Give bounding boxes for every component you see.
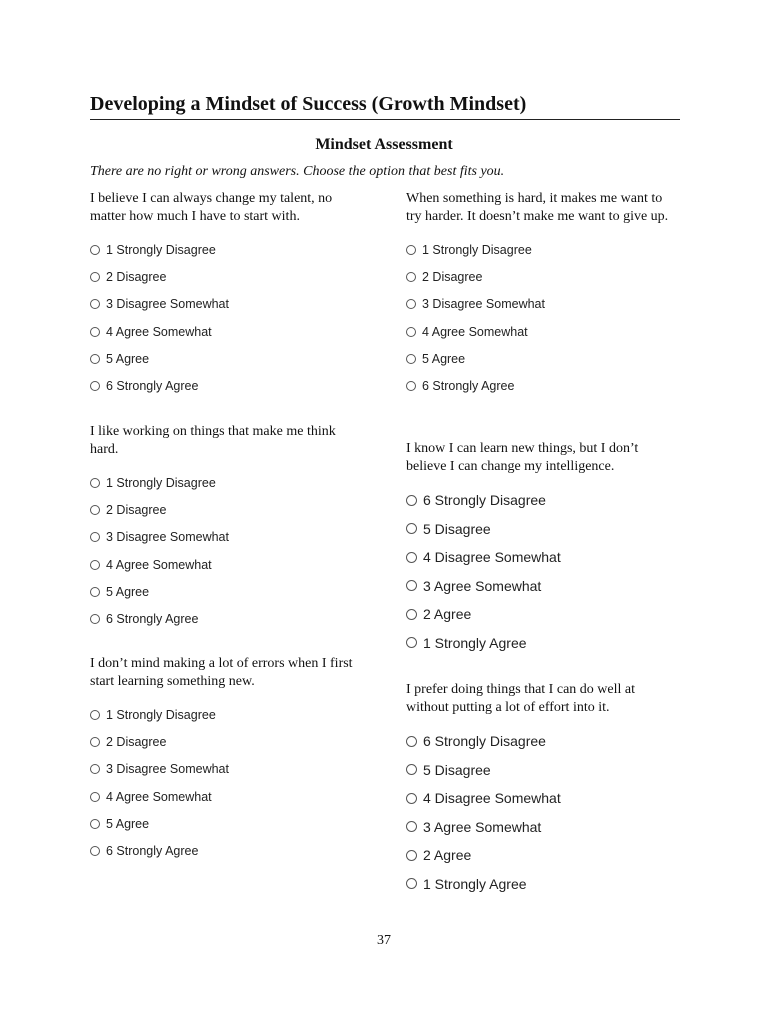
question-text: I like working on things that make me think hard.: [90, 424, 336, 457]
radio-circle-icon[interactable]: [90, 532, 100, 542]
option-label: 6 Strongly Agree: [106, 379, 199, 394]
radio-circle-icon[interactable]: [406, 793, 417, 804]
radio-circle-icon[interactable]: [90, 792, 100, 802]
radio-option[interactable]: [406, 784, 681, 813]
option-label: 2 Disagree: [106, 269, 167, 284]
radio-option[interactable]: [90, 783, 365, 810]
radio-option[interactable]: [90, 728, 365, 755]
radio-circle-icon[interactable]: [90, 846, 100, 856]
radio-circle-icon[interactable]: [90, 272, 100, 282]
radio-circle-icon[interactable]: [406, 736, 417, 747]
radio-circle-icon[interactable]: [90, 560, 100, 570]
radio-option[interactable]: [406, 870, 681, 899]
option-label: 5 Agree: [422, 351, 466, 366]
radio-circle-icon[interactable]: [406, 609, 417, 620]
radio-circle-icon[interactable]: [406, 878, 417, 889]
radio-circle-icon[interactable]: [406, 552, 417, 563]
radio-option[interactable]: [90, 837, 365, 864]
question-2: [406, 190, 681, 400]
option-label: 3 Disagree Somewhat: [106, 762, 229, 777]
question-text: I know I can learn new things, but I don’t believe I can change my intelligence.: [406, 441, 639, 474]
radio-option[interactable]: [406, 841, 681, 870]
radio-option[interactable]: [90, 291, 365, 318]
radio-circle-icon[interactable]: [90, 354, 100, 364]
radio-circle-icon[interactable]: [406, 354, 416, 364]
radio-option[interactable]: [90, 318, 365, 345]
option-label: 3 Disagree Somewhat: [106, 530, 229, 545]
radio-option[interactable]: [406, 236, 681, 263]
radio-option[interactable]: [90, 810, 365, 837]
option-label: 6 Strongly Agree: [106, 612, 199, 627]
radio-option[interactable]: [90, 701, 365, 728]
radio-circle-icon[interactable]: [90, 381, 100, 391]
question-1: [90, 190, 365, 400]
radio-option[interactable]: [90, 551, 365, 578]
option-label: 1 Strongly Agree: [423, 634, 527, 651]
option-label: 2 Disagree: [422, 269, 483, 284]
radio-option[interactable]: [406, 572, 681, 601]
radio-option[interactable]: [406, 727, 681, 756]
question-text: When something is hard, it makes me want to try harder. It doesn’t make me want to give up.: [406, 191, 669, 224]
option-label: 3 Disagree Somewhat: [422, 297, 545, 312]
radio-circle-icon[interactable]: [406, 637, 417, 648]
radio-circle-icon[interactable]: [406, 764, 417, 775]
radio-option[interactable]: [90, 372, 365, 399]
option-label: 5 Disagree: [423, 520, 491, 537]
radio-circle-icon[interactable]: [90, 614, 100, 624]
radio-option[interactable]: [406, 813, 681, 842]
radio-circle-icon[interactable]: [406, 299, 416, 309]
radio-option[interactable]: [406, 345, 681, 372]
option-label: 3 Disagree Somewhat: [106, 297, 229, 312]
radio-option[interactable]: [90, 469, 365, 496]
radio-option[interactable]: [406, 372, 681, 399]
option-label: 4 Agree Somewhat: [106, 789, 212, 804]
option-label: 5 Agree: [106, 351, 150, 366]
radio-option[interactable]: [90, 263, 365, 290]
option-label: 4 Agree Somewhat: [106, 557, 212, 572]
option-label: 6 Strongly Disagree: [423, 492, 546, 509]
option-label: 6 Strongly Agree: [106, 844, 199, 859]
radio-option[interactable]: [406, 515, 681, 544]
question-text: I don’t mind making a lot of errors when I first start learning something new.: [90, 656, 353, 689]
option-label: 3 Agree Somewhat: [423, 577, 542, 594]
radio-option[interactable]: [90, 605, 365, 632]
option-label: 4 Agree Somewhat: [106, 324, 212, 339]
question-text: I prefer doing things that I can do well at without putting a lot of effort into it.: [406, 682, 635, 715]
radio-option[interactable]: [406, 543, 681, 572]
radio-option[interactable]: [406, 318, 681, 345]
radio-option[interactable]: [406, 629, 681, 658]
option-label: 6 Strongly Disagree: [423, 733, 546, 750]
radio-circle-icon[interactable]: [90, 327, 100, 337]
options-group: [90, 236, 365, 400]
option-label: 6 Strongly Agree: [422, 379, 515, 394]
radio-circle-icon[interactable]: [406, 245, 416, 255]
radio-circle-icon[interactable]: [406, 580, 417, 591]
radio-circle-icon[interactable]: [90, 764, 100, 774]
options-group: [406, 236, 681, 400]
radio-option[interactable]: [90, 756, 365, 783]
question-text: I believe I can always change my talent, no matter how much I have to start with.: [90, 191, 333, 224]
option-label: 1 Strongly Disagree: [106, 707, 216, 722]
options-group: [90, 701, 365, 865]
radio-circle-icon[interactable]: [90, 819, 100, 829]
option-label: 4 Agree Somewhat: [422, 324, 528, 339]
radio-circle-icon[interactable]: [90, 299, 100, 309]
assessment-subtitle: Mindset Assessment: [315, 136, 453, 153]
radio-circle-icon[interactable]: [406, 495, 417, 506]
radio-circle-icon[interactable]: [90, 505, 100, 515]
radio-option[interactable]: [406, 756, 681, 785]
option-label: 4 Disagree Somewhat: [423, 549, 561, 566]
radio-circle-icon[interactable]: [406, 821, 417, 832]
radio-circle-icon[interactable]: [90, 245, 100, 255]
radio-option[interactable]: [406, 600, 681, 629]
radio-option[interactable]: [406, 263, 681, 290]
option-label: 2 Agree: [423, 606, 472, 623]
radio-circle-icon[interactable]: [406, 381, 416, 391]
option-label: 1 Strongly Disagree: [106, 475, 216, 490]
radio-circle-icon[interactable]: [90, 478, 100, 488]
question-3: [90, 423, 365, 633]
radio-circle-icon[interactable]: [90, 737, 100, 747]
radio-option[interactable]: [90, 524, 365, 551]
option-label: 5 Agree: [106, 816, 150, 831]
radio-circle-icon[interactable]: [90, 587, 100, 597]
option-label: 1 Strongly Disagree: [422, 242, 532, 257]
radio-option[interactable]: [90, 345, 365, 372]
radio-circle-icon[interactable]: [406, 850, 417, 861]
options-group: [406, 486, 681, 657]
radio-circle-icon[interactable]: [406, 327, 416, 337]
page-number: 37: [377, 933, 391, 948]
radio-option[interactable]: [90, 496, 365, 523]
radio-option[interactable]: [90, 578, 365, 605]
radio-circle-icon[interactable]: [406, 272, 416, 282]
options-group: [406, 727, 681, 898]
option-label: 1 Strongly Agree: [423, 875, 527, 892]
option-label: 5 Disagree: [423, 761, 491, 778]
question-6: [406, 681, 681, 898]
radio-option[interactable]: [90, 236, 365, 263]
question-4: [406, 440, 681, 657]
question-5: [90, 655, 365, 865]
option-label: 5 Agree: [106, 584, 150, 599]
radio-circle-icon[interactable]: [406, 523, 417, 534]
option-label: 4 Disagree Somewhat: [423, 790, 561, 807]
option-label: 2 Agree: [423, 847, 472, 864]
option-label: 2 Disagree: [106, 734, 167, 749]
option-label: 2 Disagree: [106, 502, 167, 517]
radio-circle-icon[interactable]: [90, 710, 100, 720]
page-title: Developing a Mindset of Success (Growth Mindset): [90, 92, 680, 120]
radio-option[interactable]: [406, 486, 681, 515]
instructions: There are no right or wrong answers. Choose the option that best fits you.: [90, 164, 505, 179]
options-group: [90, 469, 365, 633]
option-label: 3 Agree Somewhat: [423, 818, 542, 835]
radio-option[interactable]: [406, 291, 681, 318]
option-label: 1 Strongly Disagree: [106, 242, 216, 257]
